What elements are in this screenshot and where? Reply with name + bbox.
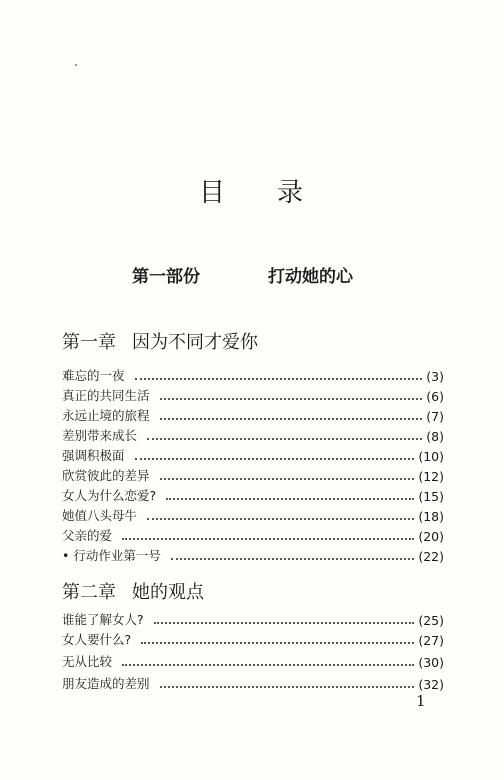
chapter-heading <box>62 328 258 354</box>
toc-entry[interactable] <box>62 672 444 692</box>
toc-entry-label: 强调积极面 <box>62 448 125 463</box>
toc-entry[interactable] <box>62 628 444 648</box>
leader-dots <box>122 664 414 666</box>
chapter-heading <box>62 578 204 604</box>
toc-entry[interactable] <box>62 608 444 628</box>
toc-entry[interactable] <box>62 524 444 544</box>
toc-entry-label: 永远止境的旅程 <box>62 408 150 423</box>
toc-entry-label: • 行动作业第一号 <box>62 548 161 563</box>
toc-entry-page: (22) <box>418 549 444 564</box>
part-name: 打动她的心 <box>268 267 353 287</box>
toc-entry-label: 无从比较 <box>62 654 113 669</box>
leader-dots <box>147 518 414 520</box>
chapter-title: 因为不同才爱你 <box>132 332 258 353</box>
toc-entry[interactable] <box>62 650 444 670</box>
paper-speck <box>75 64 77 66</box>
leader-dots <box>122 538 414 540</box>
toc-entry[interactable] <box>62 444 444 464</box>
toc-entry-label: 女人要什么? <box>62 632 132 647</box>
leader-dots <box>166 498 414 500</box>
toc-entry-label: 差别带来成长 <box>62 428 138 443</box>
leader-dots <box>160 686 415 688</box>
leader-dots <box>135 378 423 380</box>
toc-entry[interactable] <box>62 464 444 484</box>
toc-title-char-2: 录 <box>277 178 306 208</box>
toc-entry-label: 难忘的一夜 <box>62 368 125 383</box>
toc-entry-page: (10) <box>418 449 444 464</box>
toc-entry-page: (6) <box>426 389 444 404</box>
leader-dots <box>160 418 423 420</box>
toc-entry-page: (25) <box>418 613 444 628</box>
chapter-number: 第一章 <box>62 332 116 353</box>
toc-entry-page: (12) <box>418 469 444 484</box>
toc-entry-page: (18) <box>418 509 444 524</box>
toc-entry[interactable] <box>62 544 444 564</box>
toc-entry[interactable] <box>62 504 444 524</box>
toc-entry-label: 女人为什么恋爱? <box>62 488 157 503</box>
leader-dots <box>160 478 415 480</box>
toc-entry-page: (7) <box>426 409 444 424</box>
toc-title-char-1: 目 <box>198 178 227 208</box>
toc-entry[interactable] <box>62 484 444 504</box>
toc-entry-label: 谁能了解女人? <box>62 612 144 627</box>
page-number: 1 <box>416 692 426 710</box>
toc-entry-page: (8) <box>426 429 444 444</box>
toc-entry-page: (27) <box>418 633 444 648</box>
leader-dots <box>171 558 414 560</box>
toc-entry-label: 她值八头母牛 <box>62 508 138 523</box>
chapter-title: 她的观点 <box>132 582 204 603</box>
toc-entry[interactable] <box>62 384 444 404</box>
toc-entry-label: 真正的共同生活 <box>62 388 150 403</box>
leader-dots <box>160 398 423 400</box>
leader-dots <box>141 642 414 644</box>
toc-entry-page: (30) <box>418 655 444 670</box>
toc-title <box>0 172 504 209</box>
part-label: 第一部份 <box>132 267 200 287</box>
toc-entry-label: 朋友造成的差别 <box>62 676 150 691</box>
toc-entry[interactable] <box>62 364 444 384</box>
toc-entry-page: (3) <box>426 369 444 384</box>
toc-entry-label: 欣赏彼此的差异 <box>62 468 150 483</box>
leader-dots <box>135 458 415 460</box>
toc-entry-page: (32) <box>418 677 444 692</box>
leader-dots <box>147 438 422 440</box>
toc-entry[interactable] <box>62 404 444 424</box>
toc-entry-page: (20) <box>418 529 444 544</box>
toc-entry-page: (15) <box>418 489 444 504</box>
toc-entry-label: 父亲的爱 <box>62 528 113 543</box>
chapter-number: 第二章 <box>62 582 116 603</box>
toc-entry[interactable] <box>62 424 444 444</box>
leader-dots <box>154 622 415 624</box>
